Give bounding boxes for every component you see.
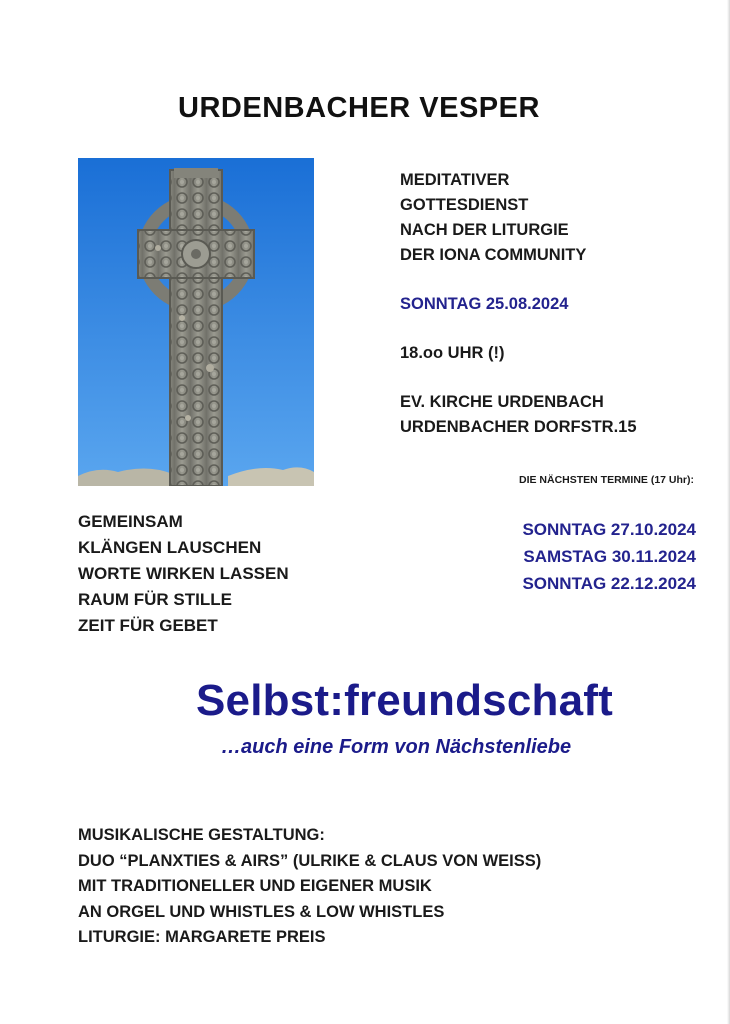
service-time: 18.oo UHR (!) [400, 344, 505, 362]
celtic-cross-photo [78, 158, 314, 486]
headline: Selbst:freundschaft [196, 676, 613, 725]
subline: …auch eine Form von Nächstenliebe [221, 736, 572, 758]
location-line: URDENBACHER DORFSTR.15 [400, 418, 637, 436]
service-line: NACH DER LITURGIE [400, 221, 569, 239]
music-line: MUSIKALISCHE GESTALTUNG: [78, 826, 325, 844]
next-date: SAMSTAG 30.11.2024 [523, 547, 696, 566]
service-line: GOTTESDIENST [400, 196, 529, 214]
next-date: SONNTAG 27.10.2024 [522, 520, 696, 539]
music-line: DUO “PLANXTIES & AIRS” (ULRIKE & CLAUS VON WEISS) [78, 851, 542, 870]
page-title: URDENBACHER VESPER [178, 92, 540, 124]
theme-item: WORTE WIRKEN LASSEN [78, 564, 289, 583]
music-line: MIT TRADITIONELLER UND EIGENER MUSIK [78, 877, 432, 895]
next-dates-label: DIE NÄCHSTEN TERMINE (17 Uhr): [518, 474, 694, 486]
service-line: DER IONA COMMUNITY [400, 246, 587, 264]
music-credits [78, 823, 541, 951]
next-dates-list [522, 516, 696, 597]
theme-item: GEMEINSAM [78, 512, 183, 531]
next-date: SONNTAG 22.12.2024 [522, 574, 696, 593]
service-line: MEDITATIVER [400, 171, 510, 189]
theme-item: KLÄNGEN LAUSCHEN [78, 538, 262, 557]
music-line: AN ORGEL UND WHISTLES & LOW WHISTLES [78, 902, 445, 921]
service-info [400, 168, 700, 440]
themes-list [78, 509, 289, 639]
location-line: EV. KIRCHE URDENBACH [400, 393, 604, 411]
music-line: LITURGIE: MARGARETE PREIS [78, 928, 326, 946]
theme-item: ZEIT FÜR GEBET [78, 616, 218, 635]
service-date: SONNTAG 25.08.2024 [400, 295, 569, 313]
theme-item: RAUM FÜR STILLE [78, 590, 232, 609]
